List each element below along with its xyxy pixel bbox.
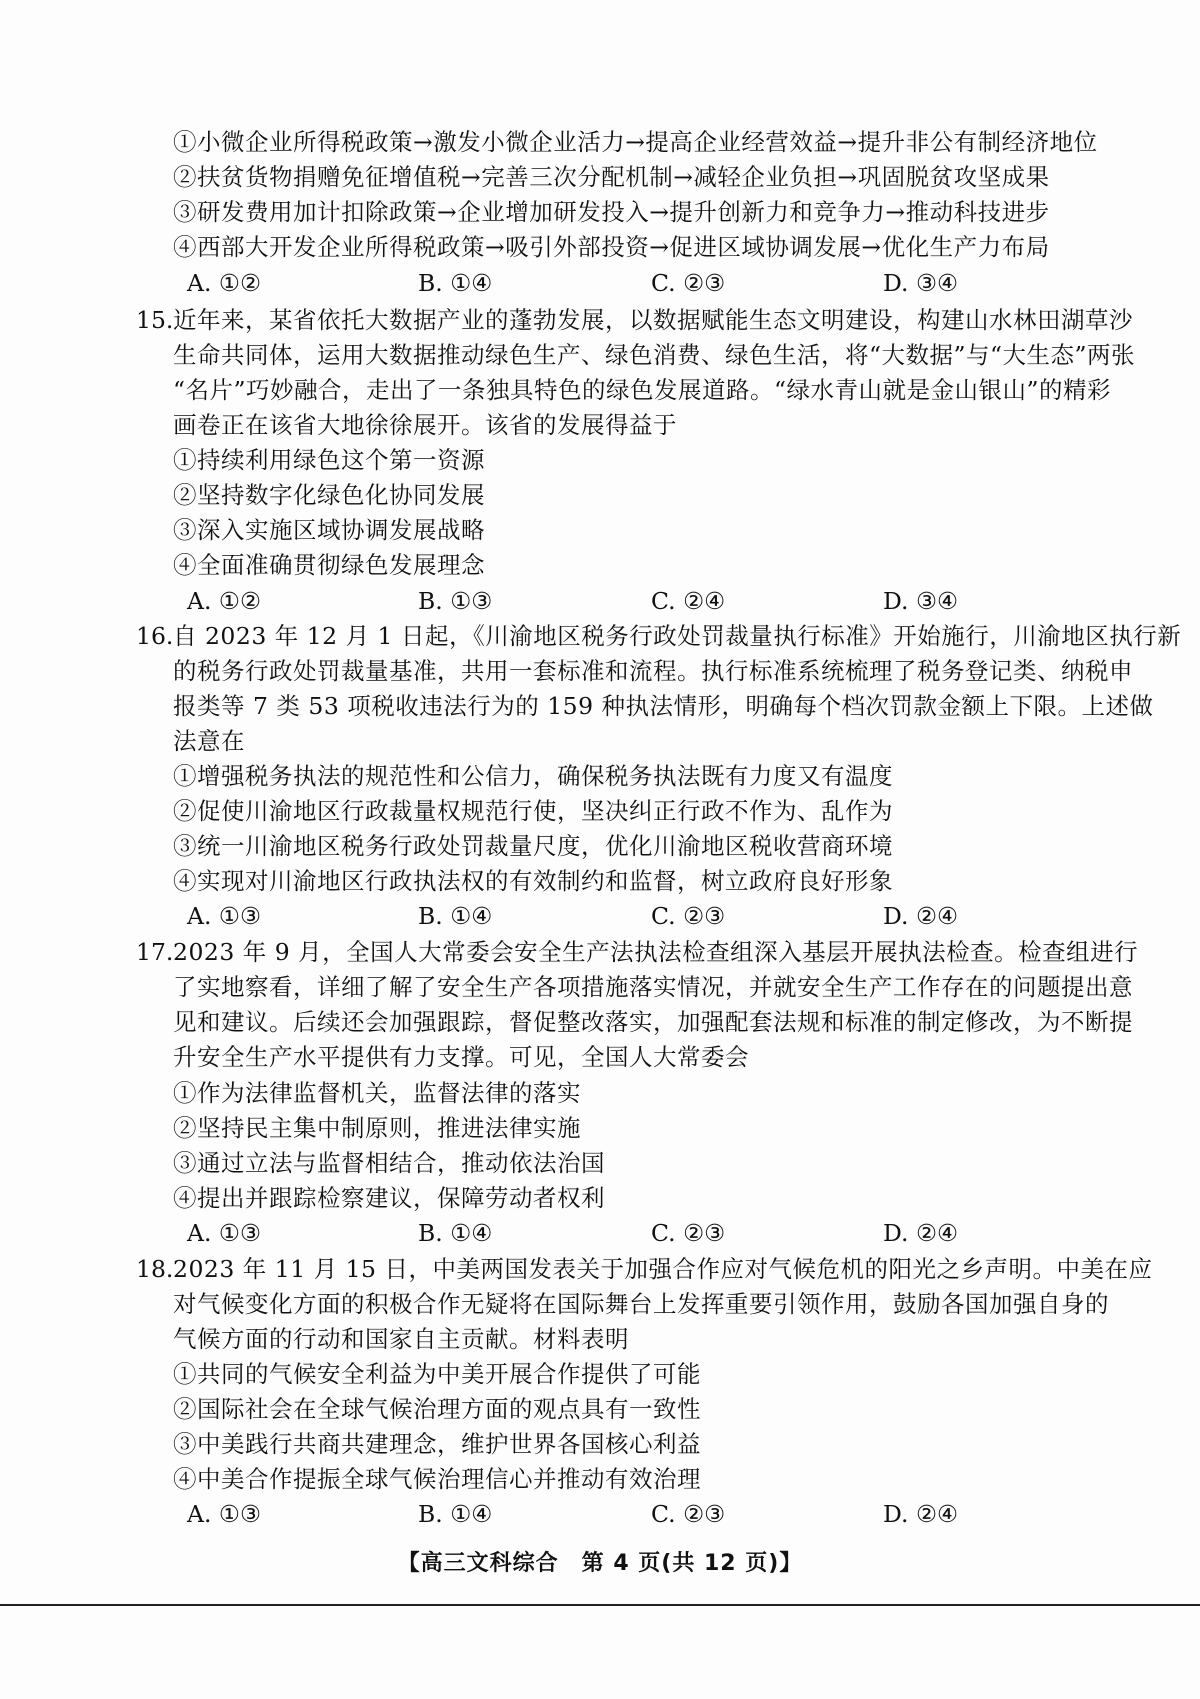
q16-item-1: ①增强税务执法的规范性和公信力，确保税务执法既有力度又有温度 [173, 762, 893, 790]
q17-item-4: ④提出并跟踪检察建议，保障劳动者权利 [173, 1184, 605, 1212]
q14-option-b: B. ①④ [418, 269, 493, 297]
q17-item-2: ②坚持民主集中制原则，推进法律实施 [173, 1114, 581, 1142]
q18-item-4: ④中美合作提振全球气候治理信心并推动有效治理 [173, 1465, 701, 1493]
q15-stem-line-4: 画卷正在该省大地徐徐展开。该省的发展得益于 [173, 411, 677, 439]
q14-option-a: A. ①② [187, 269, 262, 297]
q14-option-c: C. ②③ [651, 269, 726, 297]
page-footer: 【高三文科综合 第 4 页(共 12 页)】 [397, 1551, 803, 1576]
q16-option-c: C. ②③ [651, 902, 726, 930]
q18-item-2: ②国际社会在全球气候治理方面的观点具有一致性 [173, 1395, 701, 1423]
q17-number: 17. [136, 938, 174, 966]
q18-stem-line-2: 对气候变化方面的积极合作无疑将在国际舞台上发挥重要引领作用，鼓励各国加强自身的 [173, 1290, 1109, 1318]
q17-stem-line-1: 2023 年 9 月，全国人大常委会安全生产法执法检查组深入基层开展执法检查。检查组进行 [173, 938, 1139, 966]
q18-option-c: C. ②③ [651, 1500, 726, 1528]
q18-stem-line-1: 2023 年 11 月 15 日，中美两国发表关于加强合作应对气候危机的阳光之乡声明。中美在应 [173, 1255, 1153, 1283]
q16-stem-line-4: 法意在 [173, 727, 245, 755]
q16-number: 16. [136, 622, 174, 650]
q14-item-3: ③研发费用加计扣除政策→企业增加研发投入→提升创新力和竞争力→推动科技进步 [173, 198, 1050, 226]
q17-stem-line-3: 见和建议。后续还会加强跟踪，督促整改落实，加强配套法规和标准的制定修改，为不断提 [173, 1008, 1133, 1036]
q16-item-3: ③统一川渝地区税务行政处罚裁量尺度，优化川渝地区税收营商环境 [173, 832, 893, 860]
q18-option-a: A. ①③ [187, 1500, 262, 1528]
q15-item-4: ④全面准确贯彻绿色发展理念 [173, 551, 485, 579]
q16-option-a: A. ①③ [187, 902, 262, 930]
q15-stem-line-3: “名片”巧妙融合，走出了一条独具特色的绿色发展道路。“绿水青山就是金山银山”的精彩 [173, 376, 1112, 404]
q14-option-d: D. ③④ [883, 269, 959, 297]
q15-option-b: B. ①③ [418, 587, 493, 615]
q18-option-b: B. ①④ [418, 1500, 493, 1528]
q18-item-3: ③中美践行共商共建理念，维护世界各国核心利益 [173, 1430, 701, 1458]
q14-item-1: ①小微企业所得税政策→激发小微企业活力→提高企业经营效益→提升非公有制经济地位 [173, 128, 1098, 156]
q16-item-4: ④实现对川渝地区行政执法权的有效制约和监督，树立政府良好形象 [173, 867, 893, 895]
q17-option-c: C. ②③ [651, 1219, 726, 1247]
q16-stem-line-1: 自 2023 年 12 月 1 日起，《川渝地区税务行政处罚裁量执行标准》开始施行，川渝地区执行新 [173, 622, 1182, 650]
q15-number: 15. [136, 306, 174, 334]
q18-stem-line-3: 气候方面的行动和国家自主贡献。材料表明 [173, 1325, 629, 1353]
q17-item-1: ①作为法律监督机关，监督法律的落实 [173, 1079, 581, 1107]
q14-item-4: ④西部大开发企业所得税政策→吸引外部投资→促进区域协调发展→优化生产力布局 [173, 233, 1050, 261]
q17-stem-line-4: 升安全生产水平提供有力支撑。可见，全国人大常委会 [173, 1043, 749, 1071]
q18-number: 18. [136, 1255, 174, 1283]
bottom-rule [0, 1604, 1200, 1606]
q17-stem-line-2: 了实地察看，详细了解了安全生产各项措施落实情况，并就安全生产工作存在的问题提出意 [173, 973, 1133, 1001]
q16-stem-line-3: 报类等 7 类 53 项税收违法行为的 159 种执法情形，明确每个档次罚款金额上下限。上述做 [173, 692, 1154, 720]
q17-option-d: D. ②④ [883, 1219, 959, 1247]
q14-item-2: ②扶贫货物捐赠免征增值税→完善三次分配机制→减轻企业负担→巩固脱贫攻坚成果 [173, 163, 1050, 191]
q17-item-3: ③通过立法与监督相结合，推动依法治国 [173, 1149, 605, 1177]
q18-option-d: D. ②④ [883, 1500, 959, 1528]
q15-item-3: ③深入实施区域协调发展战略 [173, 516, 485, 544]
q18-item-1: ①共同的气候安全利益为中美开展合作提供了可能 [173, 1360, 701, 1388]
q15-option-d: D. ③④ [883, 587, 959, 615]
q16-option-b: B. ①④ [418, 902, 493, 930]
q15-item-1: ①持续利用绿色这个第一资源 [173, 446, 485, 474]
q15-stem-line-1: 近年来，某省依托大数据产业的蓬勃发展，以数据赋能生态文明建设，构建山水林田湖草沙 [173, 306, 1133, 334]
q15-item-2: ②坚持数字化绿色化协同发展 [173, 481, 485, 509]
q15-stem-line-2: 生命共同体，运用大数据推动绿色生产、绿色消费、绿色生活，将“大数据”与“大生态”两张 [173, 341, 1136, 369]
q17-option-b: B. ①④ [418, 1219, 493, 1247]
q16-stem-line-2: 的税务行政处罚裁量基准，共用一套标准和流程。执行标准系统梳理了税务登记类、纳税申 [173, 657, 1133, 685]
q16-item-2: ②促使川渝地区行政裁量权规范行使，坚决纠正行政不作为、乱作为 [173, 797, 893, 825]
q17-option-a: A. ①③ [187, 1219, 262, 1247]
q15-option-a: A. ①② [187, 587, 262, 615]
q15-option-c: C. ②④ [651, 587, 726, 615]
q16-option-d: D. ②④ [883, 902, 959, 930]
